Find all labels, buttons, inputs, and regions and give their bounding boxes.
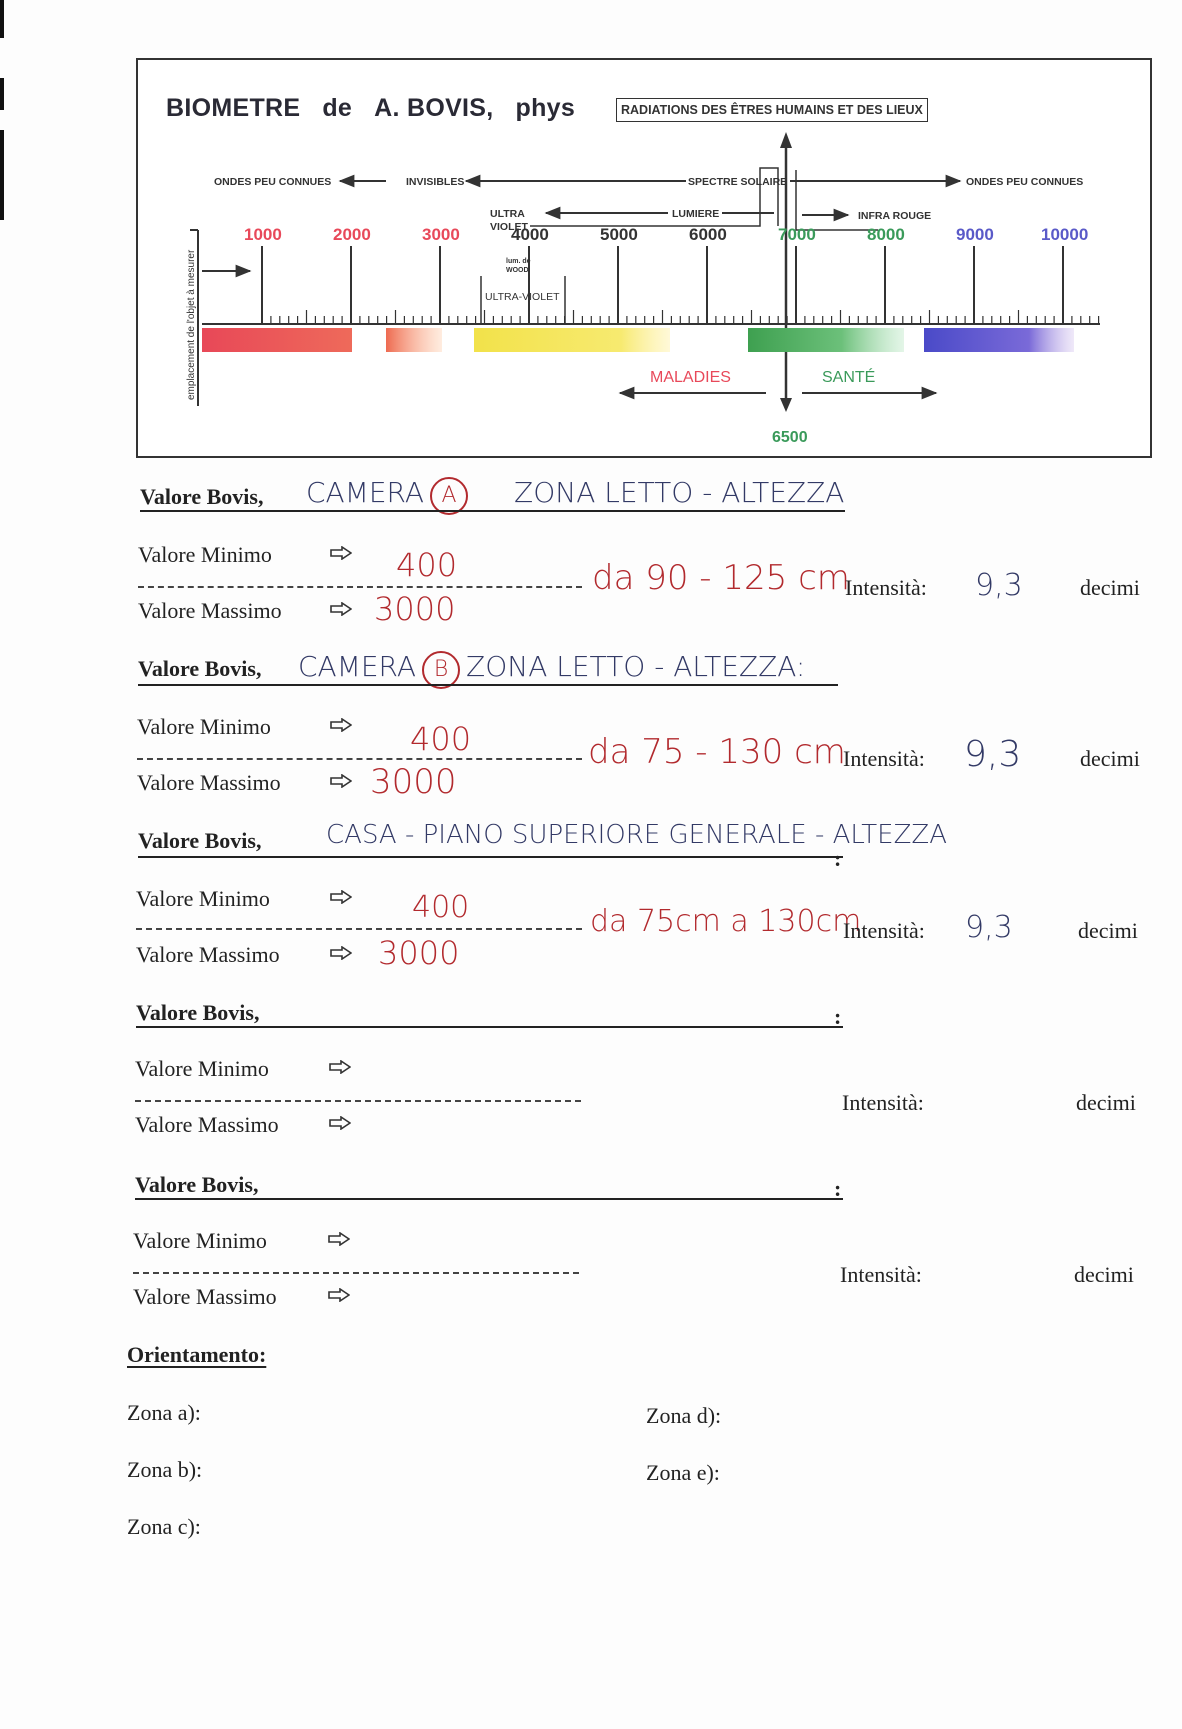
max-label: Valore Massimo xyxy=(138,598,282,623)
biometer-scale xyxy=(138,60,1150,456)
label-center: 6500 xyxy=(772,429,808,446)
scale-number: 6000 xyxy=(689,225,727,244)
min-value: 400 xyxy=(396,546,458,584)
intensity-label: Intensità: xyxy=(845,575,927,600)
heading-underline xyxy=(140,510,845,512)
center-axis-arrow-down xyxy=(780,398,792,412)
max-value: 3000 xyxy=(370,762,457,802)
scale-number: 3000 xyxy=(422,225,460,244)
height-range: da 90 - 125 cm xyxy=(592,558,850,598)
intensity-value: 9,3 xyxy=(964,734,1022,775)
label-maladies: MALADIES xyxy=(650,369,731,386)
label-invisibles: INVISIBLES xyxy=(406,176,465,188)
scan-edge-mark xyxy=(0,78,4,110)
label-ondes-right: ONDES PEU CONNUES xyxy=(966,176,1084,188)
unit-label: decimi xyxy=(1080,746,1140,771)
section-heading: Valore Bovis, xyxy=(138,656,262,681)
min-value: 400 xyxy=(410,720,472,758)
max-value: 3000 xyxy=(374,590,456,628)
max-label: Valore Massimo xyxy=(137,770,281,795)
location-detail: ZONA LETTO - ALTEZZA xyxy=(514,476,845,509)
min-label: Valore Minimo xyxy=(137,714,271,739)
label-infra: INFRA ROUGE xyxy=(858,210,932,222)
location-text: CAMERA xyxy=(306,476,425,509)
biometer-subtitle: RADIATIONS DES ÊTRES HUMAINS ET DES LIEUX xyxy=(616,98,928,122)
heading-colon: : xyxy=(834,846,842,871)
label-side: emplacement de l'objet à mesurer xyxy=(186,249,197,400)
right-arrow-icon xyxy=(330,602,352,616)
intensity-label: Intensità: xyxy=(842,1090,924,1115)
zone-label: Zona e): xyxy=(646,1460,720,1485)
scale-number: 7000 xyxy=(778,225,816,244)
handwritten-location: CASA - PIANO SUPERIORE GENERALE - ALTEZZA xyxy=(326,820,948,850)
label-sante: SANTÉ xyxy=(822,369,876,386)
section-heading: Valore Bovis, xyxy=(138,828,262,853)
right-arrow-icon xyxy=(329,1116,351,1130)
band-orange xyxy=(386,328,442,352)
intensity-label: Intensità: xyxy=(843,918,925,943)
scale-number: 9000 xyxy=(956,225,994,244)
zone-label: Zona c): xyxy=(127,1514,201,1539)
scale-number: 4000 xyxy=(511,225,549,244)
label-wood: WOOD xyxy=(506,267,529,274)
unit-label: decimi xyxy=(1074,1262,1134,1287)
unit-label: decimi xyxy=(1080,575,1140,600)
location-text: CAMERA xyxy=(298,650,417,683)
intensity-value: 9,3 xyxy=(975,568,1023,603)
dashed-separator xyxy=(138,586,582,588)
max-label: Valore Massimo xyxy=(135,1112,279,1137)
location-detail: ZONA LETTO - ALTEZZA: xyxy=(466,650,806,683)
scale-numbers xyxy=(244,225,1088,244)
label-lumiere: LUMIERE xyxy=(672,208,720,220)
min-value: 400 xyxy=(412,890,470,925)
intensity-label: Intensità: xyxy=(843,746,925,771)
right-arrow-icon xyxy=(328,1288,350,1302)
intensity-value: 9,3 xyxy=(965,910,1013,945)
min-label: Valore Minimo xyxy=(133,1228,267,1253)
unit-label: decimi xyxy=(1076,1090,1136,1115)
room-letter-circle: A xyxy=(430,477,468,515)
dashed-separator xyxy=(133,1272,579,1274)
right-arrow-icon xyxy=(329,1060,351,1074)
min-label: Valore Minimo xyxy=(135,1056,269,1081)
right-arrow-icon xyxy=(330,546,352,560)
max-value: 3000 xyxy=(378,934,460,972)
heading-colon: : xyxy=(834,1004,842,1029)
heading-underline xyxy=(136,1026,843,1028)
dashed-separator xyxy=(135,1100,581,1102)
label-ultra: ULTRA xyxy=(490,208,525,220)
room-letter-circle: B xyxy=(422,651,460,689)
band-red xyxy=(202,328,352,352)
section-heading: Valore Bovis, xyxy=(140,484,264,509)
title-word: BIOMETRE xyxy=(166,94,301,122)
heading-underline xyxy=(138,684,838,686)
scale-ticks xyxy=(262,246,1099,324)
dashed-separator xyxy=(137,758,582,760)
min-label: Valore Minimo xyxy=(136,886,270,911)
scale-number: 2000 xyxy=(333,225,371,244)
center-axis-arrow-up xyxy=(780,132,792,148)
title-word: de xyxy=(322,94,353,122)
orientation-heading: Orientamento: xyxy=(127,1342,267,1367)
zone-label: Zona d): xyxy=(646,1403,722,1428)
section-heading: Valore Bovis, xyxy=(135,1172,259,1197)
max-label: Valore Massimo xyxy=(136,942,280,967)
right-arrow-icon xyxy=(328,1232,350,1246)
right-arrow-icon xyxy=(330,890,352,904)
scale-number: 5000 xyxy=(600,225,638,244)
scan-edge-mark xyxy=(0,0,4,38)
heading-underline xyxy=(138,856,843,858)
max-label: Valore Massimo xyxy=(133,1284,277,1309)
band-green xyxy=(748,328,904,352)
biometer-chart xyxy=(136,58,1152,458)
dashed-separator xyxy=(136,928,582,930)
min-label: Valore Minimo xyxy=(138,542,272,567)
title-word: phys xyxy=(515,94,576,122)
intensity-label: Intensità: xyxy=(840,1262,922,1287)
right-arrow-icon xyxy=(330,774,352,788)
label-ultra-violet: ULTRA-VIOLET xyxy=(485,291,560,303)
label-ondes-left: ONDES PEU CONNUES xyxy=(214,176,332,188)
scale-number: 8000 xyxy=(867,225,905,244)
right-arrow-icon xyxy=(330,946,352,960)
zone-label: Zona a): xyxy=(127,1400,201,1425)
title-word: A. BOVIS, xyxy=(374,94,494,122)
band-yellow xyxy=(474,328,670,352)
heading-underline xyxy=(135,1198,843,1200)
heading-colon: : xyxy=(834,1176,842,1201)
height-range: da 75 - 130 cm xyxy=(588,732,846,772)
band-blue xyxy=(924,328,1074,352)
scale-number: 1000 xyxy=(244,225,282,244)
height-range: da 75cm a 130cm xyxy=(590,904,862,939)
label-violet: VIOLET xyxy=(490,221,528,233)
zone-label: Zona b): xyxy=(127,1457,203,1482)
scan-edge-mark xyxy=(0,130,4,220)
section-heading: Valore Bovis, xyxy=(136,1000,260,1025)
label-lum-de: lum. de xyxy=(506,258,531,265)
right-arrow-icon xyxy=(330,718,352,732)
scale-number: 10000 xyxy=(1041,225,1089,244)
unit-label: decimi xyxy=(1078,918,1138,943)
label-spectre: SPECTRE SOLAIRE xyxy=(688,176,788,188)
